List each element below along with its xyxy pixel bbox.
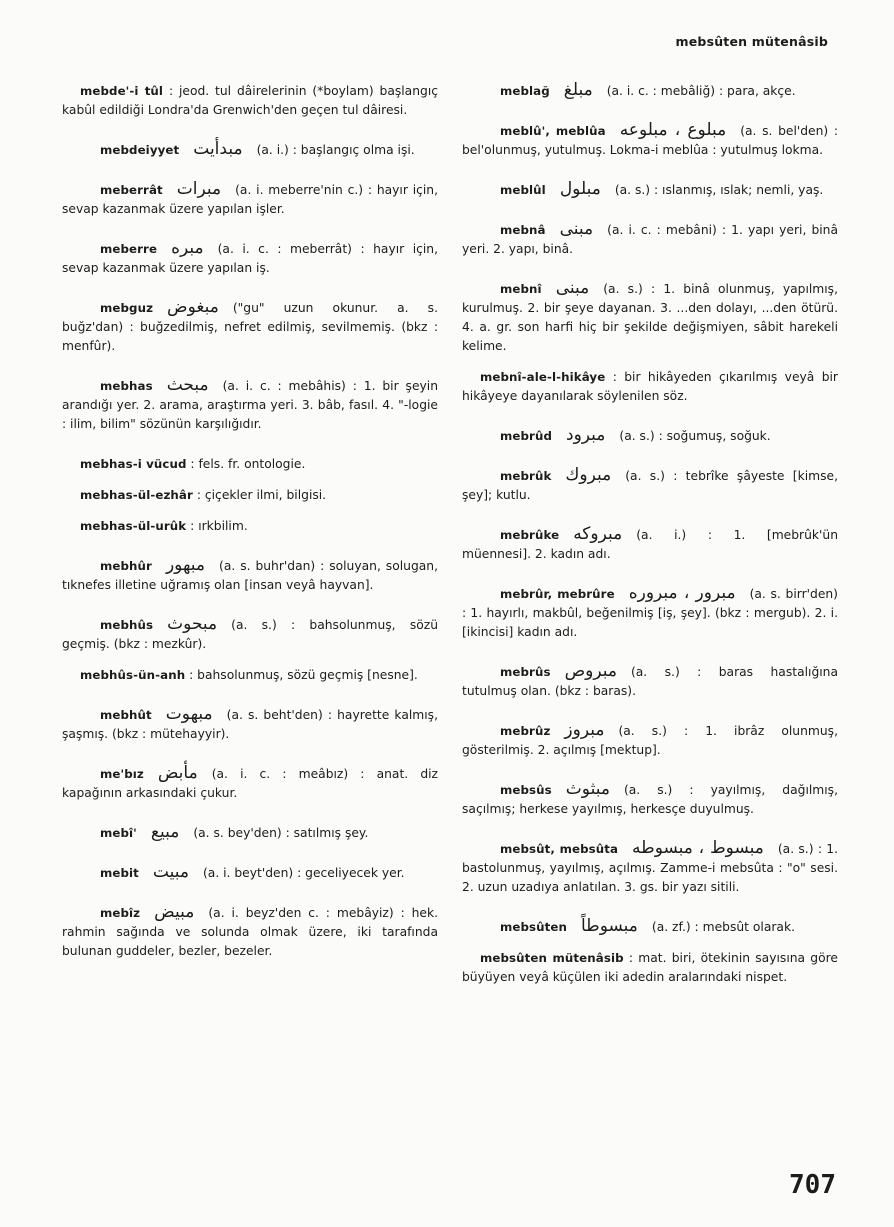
definition: (a. s.) : bahsolunmuş, sözü geçmiş. (bkz : mezkûr).	[62, 618, 438, 651]
definition: (a. s.) : 1. binâ olunmuş, yapılmış, kurulmuş. 2. bir şeye dayanan. 3. ...den dolayı, ...den ötürü. 4. a. gr. son harfi hiç bir şekilde değişmiyen, sâbit harekeli kelime.	[462, 282, 838, 353]
arabic-script: مبسوطاً	[581, 916, 638, 936]
page-number: 707	[789, 1170, 836, 1200]
right-column	[462, 82, 838, 1008]
definition: (a. i. beyt'den) : geceliyecek yer.	[202, 866, 405, 880]
headword: mebnî	[500, 282, 542, 296]
headword: mebsûten	[500, 920, 567, 934]
dictionary-entry	[462, 585, 838, 642]
dictionary-entry	[62, 706, 438, 744]
headword: meberre	[100, 242, 158, 256]
definition: (a. i. c. : mebâni) : 1. yapı yeri, binâ yeri. 2. yapı, binâ.	[462, 223, 838, 256]
arabic-script: مبره	[171, 238, 204, 258]
definition: (a. zf.) : mebsût olarak.	[651, 920, 795, 934]
arabic-script: مبحث	[166, 375, 209, 395]
dictionary-entry	[62, 240, 438, 278]
dictionary-entry	[462, 918, 838, 937]
headword: mebhas-i vücud	[80, 457, 187, 471]
arabic-script: مبحوث	[167, 614, 218, 634]
headword: mebhas-ül-ezhâr	[80, 488, 193, 502]
definition: : fels. fr. ontologie.	[190, 457, 306, 471]
arabic-script: مبرود	[566, 425, 606, 445]
definition: (a. i. c. : mebâhis) : 1. bir şeyin arandığı yer. 2. arama, araştırma yeri. 3. bâb, fasıl. 4. "-logie : ilim, bilim" sözünün karşılığıdır.	[62, 379, 438, 431]
arabic-script: مبدأیت	[193, 139, 243, 159]
definition: (a. s.) : 1. bastolunmuş, yayılmış, açılmış. Zamme-i mebsûta : "o" sesi. 2. uzun uzadıya anlatılan. 3. gs. bir yazı sitili.	[462, 842, 838, 894]
headword: meblû', meblûa	[500, 124, 606, 138]
definition: (a. s. bey'den) : satılmış şey.	[193, 826, 369, 840]
headword: mebsûten mütenâsib	[480, 951, 624, 965]
definition: (a. s.) : yayılmış, dağılmış, saçılmış; herkese yayılmış, herkesçe duyulmuş.	[462, 783, 838, 816]
arabic-script: مأبض	[157, 763, 198, 783]
headword: mebrûke	[500, 528, 560, 542]
dictionary-entry	[62, 82, 438, 120]
definition: (a. i.) : 1. [mebrûk'ün müennesi]. 2. kadın adı.	[462, 528, 838, 561]
dictionary-entry	[62, 181, 438, 219]
dictionary-entry	[62, 455, 438, 474]
definition: (a. s. birr'den) : 1. hayırlı, makbûl, beğenilmiş [iş, şey]. (bkz : mergub). 2. i. [ikincisi] kadın adı.	[462, 587, 838, 639]
arabic-script: مبروك	[565, 465, 612, 485]
definition: (a. s. bel'den) : bel'olunmuş, yutulmuş. Lokma-i meblûa : yutulmuş lokma.	[462, 124, 839, 157]
arabic-script: مبرور ، مبروره	[628, 583, 736, 603]
arabic-script: مبروز	[564, 720, 605, 740]
dictionary-entry	[62, 377, 438, 434]
definition: (a. i.) : başlangıç olma işi.	[256, 143, 415, 157]
arabic-script: مبثوث	[565, 779, 610, 799]
headword: mebrûr, mebrûre	[500, 587, 615, 601]
dictionary-entry	[462, 722, 838, 760]
arabic-script: مبروص	[564, 661, 617, 681]
definition: (a. s.) : ıslanmış, ıslak; nemli, yaş.	[614, 183, 824, 197]
arabic-script: مبنی	[555, 278, 590, 298]
arabic-script: مبیت	[152, 862, 189, 882]
dictionary-entry	[462, 663, 838, 701]
definition: (a. s.) : soğumuş, soğuk.	[619, 429, 771, 443]
dictionary-entry	[62, 517, 438, 536]
dictionary-entry	[62, 824, 438, 843]
headword: mebhûr	[100, 559, 152, 573]
definition: (a. s. beht'den) : hayrette kalmış, şaşmış. (bkz : mütehayyir).	[62, 708, 438, 741]
headword: mebîz	[100, 906, 141, 920]
arabic-script: مبلوع ، مبلوعه	[619, 120, 727, 140]
headword: mebrûd	[500, 429, 552, 443]
headword: mebhas	[100, 379, 153, 393]
dictionary-entry	[462, 427, 838, 446]
headword: meblûl	[500, 183, 546, 197]
dictionary-entry	[62, 864, 438, 883]
definition: (a. i. c. : meâbız) : anat. diz kapağının arkasındaki çukur.	[62, 767, 438, 800]
dictionary-entry	[462, 280, 838, 356]
headword: mebrûz	[500, 724, 551, 738]
dictionary-entry	[62, 141, 438, 160]
definition: : bahsolunmuş, sözü geçmiş [nesne].	[189, 668, 418, 682]
definition: (a. s.) : tebrîke şâyeste [kimse, şey]; kutlu.	[462, 469, 838, 502]
dictionary-entry	[462, 781, 838, 819]
dictionary-entry	[462, 949, 838, 987]
dictionary-entry	[62, 904, 438, 961]
headword: mebguz	[100, 301, 154, 315]
dictionary-entry	[62, 616, 438, 654]
dictionary-entry	[462, 467, 838, 505]
arabic-script: مبهوت	[165, 704, 213, 724]
dictionary-entry	[62, 486, 438, 505]
arabic-script: مبلول	[559, 179, 601, 199]
definition: (a. i. c. : mebâliğ) : para, akçe.	[606, 84, 796, 98]
definition: : bir hikâyeden çıkarılmış veyâ bir hikâyeye dayanılarak söylenilen söz.	[462, 370, 838, 403]
definition: (a. s. buhr'dan) : soluyan, solugan, tıknefes illetine uğramış olan [insan veyâ hayvan].	[62, 559, 438, 592]
arabic-script: مبلغ	[563, 80, 593, 100]
headword: mebrûs	[500, 665, 551, 679]
headword: mebdeiyyet	[100, 143, 180, 157]
dictionary-entry	[462, 221, 838, 259]
definition: : mat. biri, ötekinin sayısına göre büyüyen veyâ küçülen iki adedin aralarındaki nispet.	[462, 951, 838, 984]
dictionary-entry	[462, 840, 838, 897]
arabic-script: مبغوض	[167, 297, 219, 317]
dictionary-entry	[62, 557, 438, 595]
headword: meblağ	[500, 84, 550, 98]
arabic-script: مبیع	[150, 822, 180, 842]
dictionary-entry	[462, 526, 838, 564]
headword: mebnâ	[500, 223, 546, 237]
headword: mebit	[100, 866, 139, 880]
headword: mebhût	[100, 708, 152, 722]
headword: mebde'-i tûl	[80, 84, 164, 98]
arabic-script: مبنى	[559, 219, 594, 239]
left-column	[62, 82, 438, 982]
headword: mebî'	[100, 826, 137, 840]
arabic-script: مبروكه	[573, 524, 623, 544]
headword: meberrât	[100, 183, 163, 197]
definition: (a. s.) : baras hastalığına tutulmuş olan. (bkz : baras).	[462, 665, 838, 698]
headword: mebnî-ale-l-hikâye	[480, 370, 606, 384]
headword: mebsût, mebsûta	[500, 842, 619, 856]
dictionary-entry	[462, 181, 838, 200]
definition: (a. i. c. : meberrât) : hayır için, sevap kazanmak üzere yapılan iş.	[62, 242, 438, 275]
definition: : ırkbilim.	[190, 519, 248, 533]
definition: : jeod. tul dâirelerinin (*boylam) başlangıç kabûl edildiği Londra'da Grenwich'den geçen tul dâiresi.	[62, 84, 438, 117]
headword: mebhûs-ün-anh	[80, 668, 186, 682]
running-header: mebsûten mütenâsib	[675, 34, 828, 49]
headword: mebrûk	[500, 469, 552, 483]
headword: mebhas-ül-urûk	[80, 519, 187, 533]
dictionary-entry	[462, 368, 838, 406]
arabic-script: مبسوط ، مبسوطه	[632, 838, 764, 858]
dictionary-entry	[62, 666, 438, 685]
definition: ("gu" uzun okunur. a. s. buğz'dan) : buğzedilmiş, nefret edilmiş, sevilmemiş. (bkz : menfûr).	[62, 301, 438, 353]
dictionary-entry	[62, 765, 438, 803]
dictionary-entry	[462, 122, 838, 160]
headword: mebsûs	[500, 783, 552, 797]
arabic-script: مبهور	[165, 555, 206, 575]
arabic-script: مبرات	[176, 179, 222, 199]
dictionary-entry	[462, 82, 838, 101]
arabic-script: مبیض	[154, 902, 195, 922]
definition: : çiçekler ilmi, bilgisi.	[196, 488, 327, 502]
definition: (a. i. meberre'nin c.) : hayır için, sevap kazanmak üzere yapılan işler.	[62, 183, 438, 216]
headword: mebhûs	[100, 618, 154, 632]
definition: (a. i. beyz'den c. : mebâyiz) : hek. rahmin sağında ve solunda olmak üzere, iki tarafında bulunan guddeler, bezler, bezeler.	[62, 906, 438, 958]
dictionary-entry	[62, 299, 438, 356]
headword: me'bız	[100, 767, 144, 781]
definition: (a. s.) : 1. ibrâz olunmuş, gösterilmiş. 2. açılmış [mektup].	[462, 724, 838, 757]
